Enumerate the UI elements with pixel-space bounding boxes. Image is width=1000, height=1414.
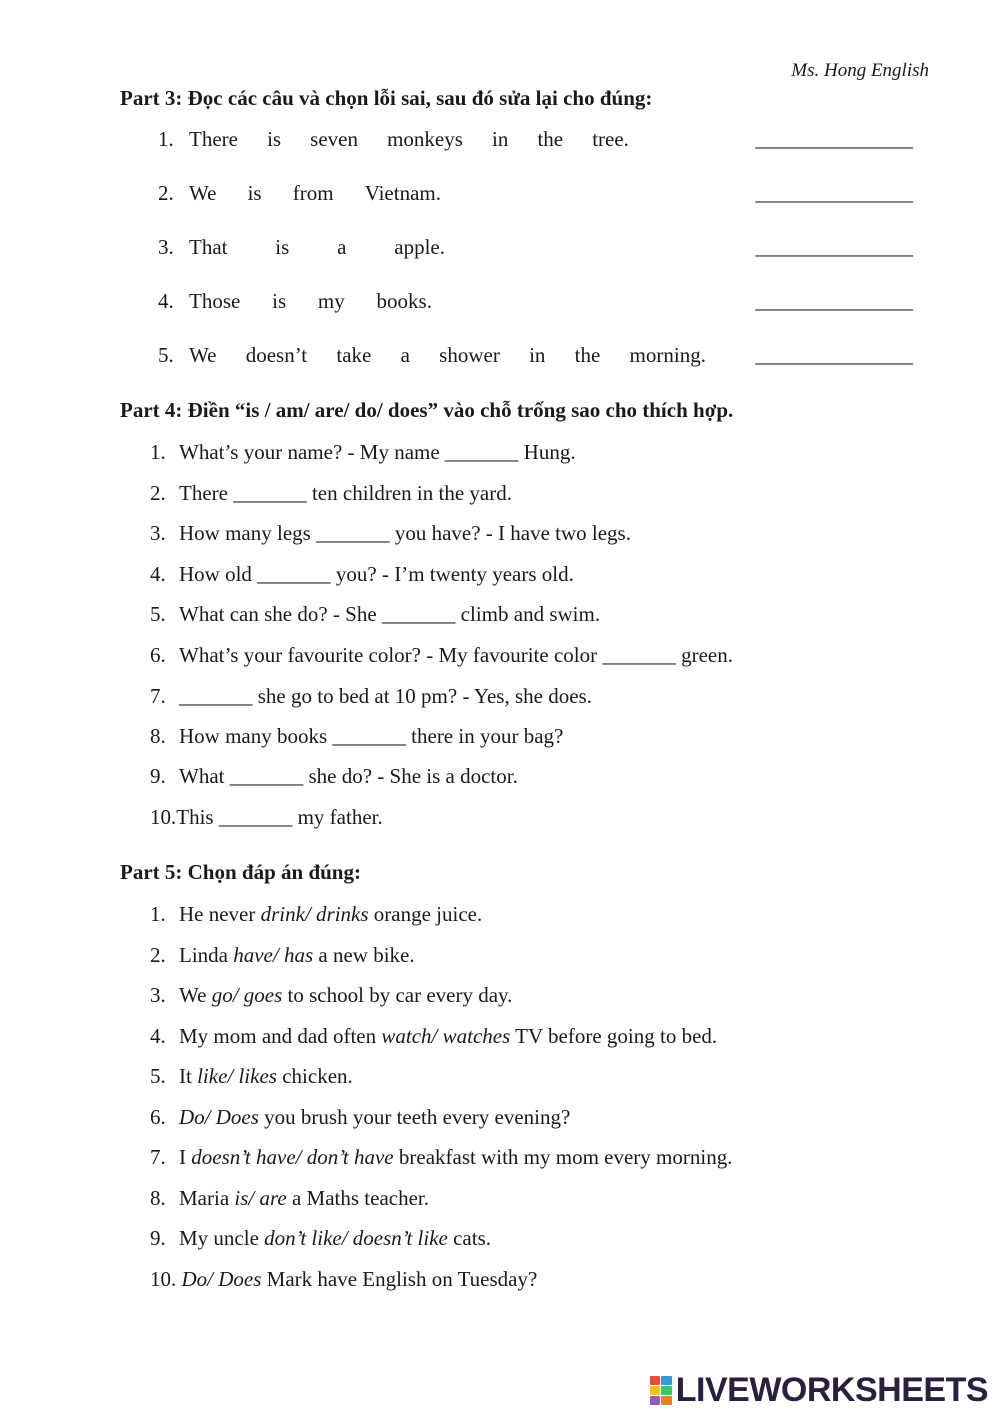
part3-item-1 <box>158 127 913 157</box>
part4-sentence: What’s your name? - My name _______ Hung. <box>179 440 576 464</box>
part3-item-3 <box>158 235 913 265</box>
answer-blank[interactable]: _______________ <box>755 181 913 205</box>
sentence-word: There <box>189 127 238 151</box>
sentence-word: Those <box>189 289 241 313</box>
part5-item-9 <box>150 1226 491 1251</box>
sentence-before: He never <box>179 902 261 926</box>
part5-item-2 <box>150 943 415 968</box>
sentence-before: I <box>179 1145 192 1169</box>
part4-sentence: _______ she go to bed at 10 pm? - Yes, she does. <box>179 684 592 708</box>
sentence-word: doesn’t <box>245 343 308 367</box>
answer-options[interactable]: Do/ Does <box>181 1267 262 1291</box>
item-number: 2. <box>150 943 166 967</box>
sentence-word: We <box>189 343 217 367</box>
sentence-before: We <box>179 983 212 1007</box>
item-number: 3. <box>158 235 174 259</box>
sentence-word: monkeys <box>387 127 463 151</box>
sentence-after: cats. <box>447 1226 492 1250</box>
part5-item-5 <box>150 1064 353 1089</box>
item-number: 5. <box>158 343 174 367</box>
sentence-word: is <box>272 289 287 313</box>
sentence-after: a new bike. <box>313 943 415 967</box>
liveworksheets-logo[interactable] <box>650 1371 988 1410</box>
part4-item-8 <box>150 724 563 749</box>
item-number: 3. <box>150 983 166 1007</box>
sentence-before: My mom and dad often <box>179 1024 382 1048</box>
item-number: 9. <box>150 1226 166 1250</box>
item-number: 5. <box>150 1064 166 1088</box>
sentence-word: in <box>529 343 546 367</box>
part4-item-10 <box>150 805 383 830</box>
sentence-word: is <box>267 127 282 151</box>
liveworksheets-logo-icon <box>650 1376 672 1406</box>
part4-item-1 <box>150 440 576 465</box>
part4-item-6 <box>150 643 733 668</box>
item-number: 6. <box>150 643 166 667</box>
answer-options[interactable]: like/ likes <box>197 1064 277 1088</box>
sentence-after: a Maths teacher. <box>286 1186 429 1210</box>
item-number: 2. <box>158 181 174 205</box>
sentence-word: a <box>337 235 347 259</box>
logo-block <box>650 1376 661 1385</box>
part3-item-2 <box>158 181 913 211</box>
part4-item-5 <box>150 602 600 627</box>
part4-sentence: This _______ my father. <box>176 805 383 829</box>
sentence-word: morning. <box>629 343 706 367</box>
sentence-word: is <box>275 235 290 259</box>
item-number: 6. <box>150 1105 166 1129</box>
logo-block <box>661 1396 672 1405</box>
part4-item-4 <box>150 562 574 587</box>
part3-sentence <box>189 343 706 368</box>
logo-block <box>650 1396 661 1405</box>
item-number: 8. <box>150 1186 166 1210</box>
item-number: 7. <box>150 684 166 708</box>
sentence-after: you brush your teeth every evening? <box>258 1105 571 1129</box>
part5-item-4 <box>150 1024 717 1049</box>
item-number: 1. <box>150 902 166 926</box>
answer-blank[interactable]: _______________ <box>755 235 913 259</box>
sentence-after: breakfast with my mom every morning. <box>393 1145 733 1169</box>
sentence-word: apple. <box>394 235 445 259</box>
sentence-word: We <box>189 181 217 205</box>
logo-block <box>661 1386 672 1395</box>
item-number: 4. <box>150 1024 166 1048</box>
part3-sentence <box>189 289 432 314</box>
part5-item-7 <box>150 1145 732 1170</box>
sentence-word: books. <box>376 289 432 313</box>
sentence-word: a <box>400 343 410 367</box>
part5-item-8 <box>150 1186 429 1211</box>
part4-sentence: How many books _______ there in your bag? <box>179 724 564 748</box>
answer-options[interactable]: Do/ Does <box>179 1105 259 1129</box>
sentence-word: seven <box>310 127 358 151</box>
answer-options[interactable]: watch/ watches <box>381 1024 511 1048</box>
part4-item-3 <box>150 521 631 546</box>
sentence-before: My uncle <box>179 1226 265 1250</box>
item-number: 2. <box>150 481 166 505</box>
item-number: 10. <box>150 1267 177 1291</box>
sentence-before: Maria <box>179 1186 235 1210</box>
part4-sentence: There _______ ten children in the yard. <box>179 481 512 505</box>
answer-options[interactable]: have/ has <box>233 943 314 967</box>
answer-blank[interactable]: _______________ <box>755 289 913 313</box>
item-number: 4. <box>158 289 174 313</box>
part4-title: Part 4: Điền “is / am/ are/ do/ does” vào chỗ trống sao cho thích hợp. <box>120 398 734 422</box>
item-number: 10. <box>150 805 177 829</box>
part3-sentence <box>189 181 441 206</box>
item-number: 1. <box>158 127 174 151</box>
sentence-word: tree. <box>592 127 629 151</box>
sentence-word: the <box>537 127 564 151</box>
part3-sentence <box>189 235 445 260</box>
sentence-word: That <box>189 235 228 259</box>
sentence-word: my <box>317 289 345 313</box>
part3-sentence <box>189 127 629 152</box>
logo-block <box>650 1386 661 1395</box>
part4-sentence: What _______ she do? - She is a doctor. <box>179 764 518 788</box>
answer-options[interactable]: doesn’t have/ don’t have <box>191 1145 394 1169</box>
answer-options[interactable]: is/ are <box>234 1186 287 1210</box>
answer-blank[interactable]: _______________ <box>755 127 913 151</box>
sentence-word: take <box>336 343 372 367</box>
sentence-after: to school by car every day. <box>282 983 513 1007</box>
sentence-word: from <box>292 181 334 205</box>
answer-options[interactable]: go/ goes <box>211 983 283 1007</box>
part4-item-7 <box>150 684 592 709</box>
sentence-word: Vietnam. <box>364 181 441 205</box>
sentence-after: Mark have English on Tuesday? <box>261 1267 538 1291</box>
part3-item-4 <box>158 289 913 319</box>
sentence-word: in <box>492 127 509 151</box>
sentence-word: is <box>247 181 262 205</box>
item-number: 4. <box>150 562 166 586</box>
part5-item-3 <box>150 983 512 1008</box>
item-number: 8. <box>150 724 166 748</box>
item-number: 3. <box>150 521 166 545</box>
answer-blank[interactable]: _______________ <box>755 343 913 367</box>
answer-options[interactable]: don’t like/ doesn’t like <box>264 1226 448 1250</box>
sentence-after: TV before going to bed. <box>510 1024 718 1048</box>
part4-item-9 <box>150 764 518 789</box>
answer-options[interactable]: drink/ drinks <box>260 902 369 926</box>
part4-sentence: How old _______ you? - I’m twenty years old. <box>179 562 574 586</box>
part4-sentence: How many legs _______ you have? - I have two legs. <box>179 521 631 545</box>
logo-block <box>661 1376 672 1385</box>
item-number: 9. <box>150 764 166 788</box>
sentence-word: shower <box>439 343 500 367</box>
part5-item-1 <box>150 902 482 927</box>
sentence-before: It <box>179 1064 198 1088</box>
sentence-word: the <box>574 343 601 367</box>
part4-sentence: What’s your favourite color? - My favourite color _______ green. <box>179 643 733 667</box>
part4-sentence: What can she do? - She _______ climb and swim. <box>179 602 601 626</box>
part5-item-6 <box>150 1105 570 1130</box>
part5-item-10 <box>150 1267 537 1292</box>
item-number: 5. <box>150 602 166 626</box>
part5-title: Part 5: Chọn đáp án đúng: <box>120 860 361 884</box>
item-number: 7. <box>150 1145 166 1169</box>
sentence-after: chicken. <box>276 1064 353 1088</box>
logo-text: LIVEWORKSHEETS <box>675 1371 988 1409</box>
author-label: Ms. Hong English <box>791 60 929 81</box>
part3-item-5 <box>158 343 913 373</box>
sentence-after: orange juice. <box>368 902 483 926</box>
item-number: 1. <box>150 440 166 464</box>
part4-item-2 <box>150 481 512 506</box>
part3-title: Part 3: Đọc các câu và chọn lỗi sai, sau đó sửa lại cho đúng: <box>120 86 653 110</box>
sentence-before: Linda <box>179 943 234 967</box>
